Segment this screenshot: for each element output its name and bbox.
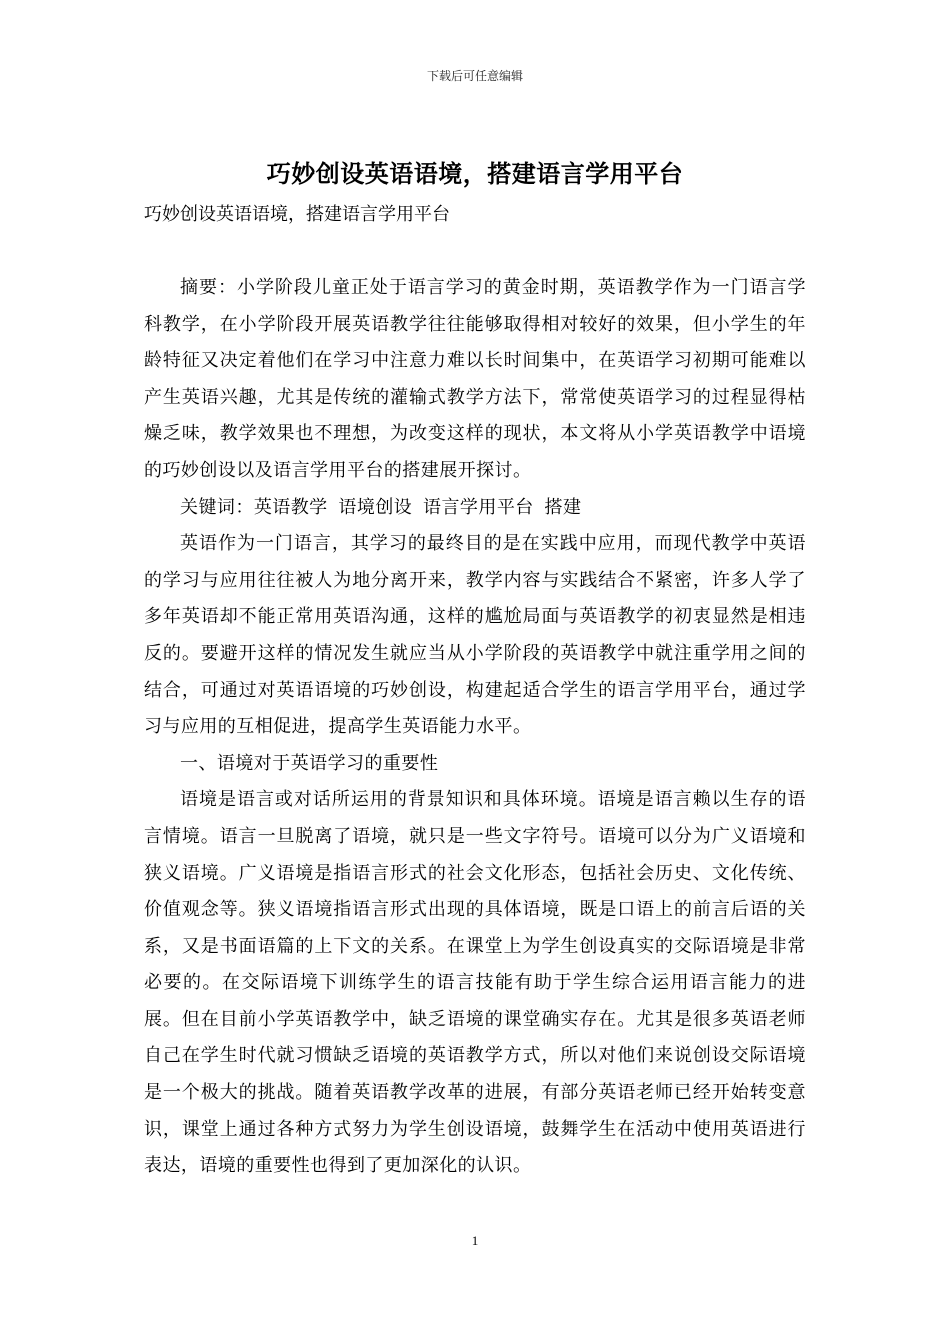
document-title: 巧妙创设英语语境，搭建语言学用平台 bbox=[266, 160, 684, 188]
header-note: 下载后可任意编辑 bbox=[426, 69, 523, 83]
section-heading: 一、语境对于英语学习的重要性 bbox=[180, 752, 439, 774]
keywords-label: 关键词： bbox=[180, 496, 254, 518]
intro-paragraph: 英语作为一门语言，其学习的最终目的是在实践中应用，而现代教学中英语的学习与应用往往被人为地分离开来，教学内容与实践结合不紧密，许多人学了多年英语却不能正常用英语沟通，这样的尴尬局面与英语教学的初衷显然是相违反的。要避开这样的情况发生就应当从小学阶段的英语教学中就注重学用之间的结合，可通过对英语语境的巧妙创设，构建起适合学生的语言学用平台，通过学习与应用的互相促进，提高学生英语能力水平。 bbox=[144, 533, 806, 738]
keyword-item: 语言学用平台 bbox=[423, 496, 534, 518]
keywords-paragraph bbox=[144, 490, 806, 527]
keyword-item: 搭建 bbox=[544, 496, 582, 518]
keyword-item: 英语教学 bbox=[253, 496, 328, 518]
abstract-paragraph: 摘要：小学阶段儿童正处于语言学习的黄金时期，英语教学作为一门语言学科教学，在小学阶段开展英语教学往往能够取得相对较好的效果，但小学生的年龄特征又决定着他们在学习中注意力难以长时间集中，在英语学习初期可能难以产生英语兴趣，尤其是传统的灌输式教学方法下，常常使英语学习的过程显得枯燥乏味，教学效果也不理想，为改变这样的现状，本文将从小学英语教学中语境的巧妙创设以及语言学用平台的搭建展开探讨。 bbox=[144, 277, 806, 481]
document-body bbox=[144, 270, 806, 1185]
section-paragraph: 语境是语言或对话所运用的背景知识和具体环境。语境是语言赖以生存的语言情境。语言一旦脱离了语境，就只是一些文字符号。语境可以分为广义语境和狭义语境。广义语境是指语言形式的社会文化形态，包括社会历史、文化传统、价值观念等。狭义语境指语言形式出现的具体语境，既是口语上的前言后语的关系，又是书面语篇的上下文的关系。在课堂上为学生创设真实的交际语境是非常必要的。在交际语境下训练学生的语言技能有助于学生综合运用语言能力的进展。但在目前小学英语教学中，缺乏语境的课堂确实存在。尤其是很多英语老师自己在学生时代就习惯缺乏语境的英语教学方式，所以对他们来说创设交际语境是一个极大的挑战。随着英语教学改革的进展，有部分英语老师已经开始转变意识，课堂上通过各种方式努力为学生创设语境，鼓舞学生在活动中使用英语进行表达，语境的重要性也得到了更加深化的认识。 bbox=[144, 789, 806, 1177]
page-number: 1 bbox=[471, 1233, 479, 1248]
document-subtitle: 巧妙创设英语语境，搭建语言学用平台 bbox=[144, 204, 450, 225]
keyword-item: 语境创设 bbox=[338, 496, 413, 518]
